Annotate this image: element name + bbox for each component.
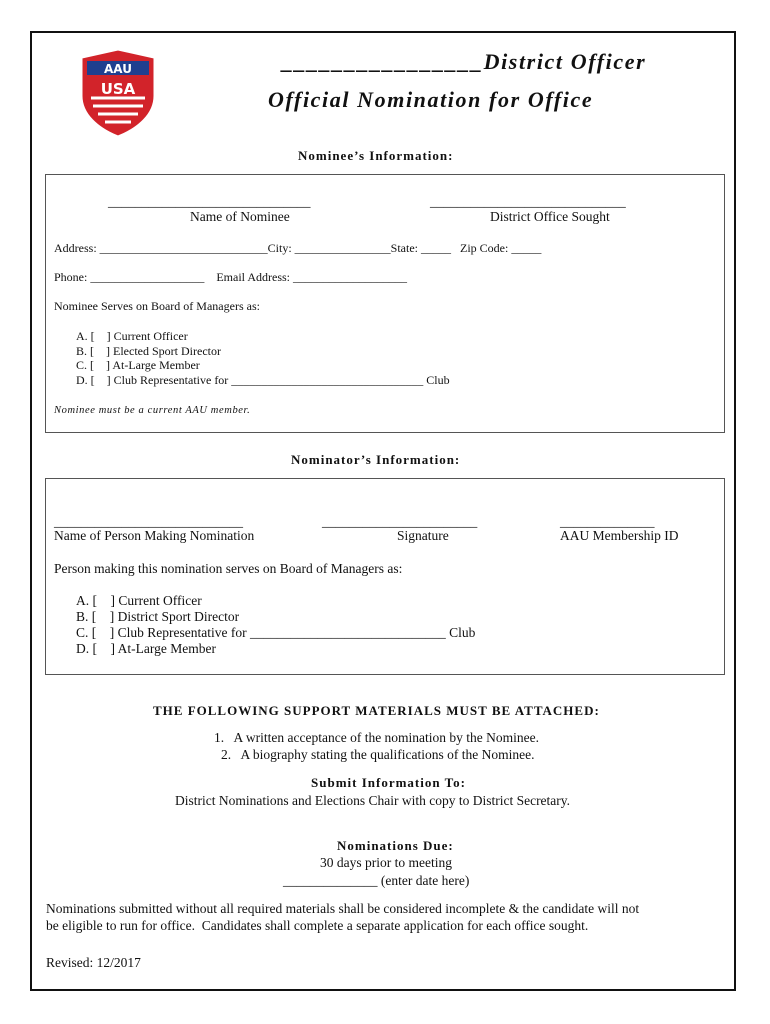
revised-date: Revised: 12/2017 <box>46 955 141 970</box>
option-letter: A. <box>76 329 88 343</box>
option-label: Club Representative for _____________________________ Club <box>117 625 476 640</box>
nominator-option-a[interactable] <box>76 593 202 609</box>
office-sought-label: District Office Sought <box>490 209 610 224</box>
title-official-nomination: Official Nomination for Office <box>268 87 594 112</box>
submit-text: District Nominations and Elections Chair with copy to District Secretary. <box>175 793 571 808</box>
nominee-name-label: Name of Nominee <box>190 209 290 224</box>
nominator-option-d[interactable] <box>76 641 216 657</box>
nominee-option-d[interactable] <box>76 373 450 388</box>
footer-notice-line-2: be eligible to run for office. Candidates shall complete a separate application for each office sought. <box>46 918 589 933</box>
footer-notice-line-1: Nominations submitted without all required materials shall be considered incomplete & the candidate will not <box>46 901 640 916</box>
option-letter: A. <box>76 593 90 608</box>
nominee-board-label: Nominee Serves on Board of Managers as: <box>54 299 260 313</box>
option-letter: D. <box>76 641 90 656</box>
nominee-heading: Nominee’s Information: <box>298 148 454 163</box>
support-item-1: 1. A written acceptance of the nomination by the Nominee. <box>214 730 540 745</box>
nominee-option-c[interactable] <box>76 358 200 373</box>
nominator-heading: Nominator’s Information: <box>291 452 461 467</box>
checkbox[interactable]: [ ] <box>92 641 115 656</box>
signature-label: Signature <box>397 528 449 543</box>
nominator-name-field[interactable]: ____________________________ <box>54 514 243 529</box>
logo-text-top: AAU <box>104 62 132 76</box>
nominator-option-c[interactable] <box>76 625 475 641</box>
option-label: At-Large Member <box>112 358 200 372</box>
checkbox[interactable]: [ ] <box>91 625 115 640</box>
nominee-name-field[interactable]: ______________________________ <box>108 194 311 209</box>
due-line-1: 30 days prior to meeting <box>320 855 452 870</box>
option-label: At-Large Member <box>117 641 216 656</box>
checkbox[interactable]: [ ] <box>90 358 111 372</box>
nominator-option-b[interactable] <box>76 609 239 625</box>
nominee-membership-note: Nominee must be a current AAU member. <box>54 405 251 416</box>
support-item-2: 2. A biography stating the qualifications of the Nominee. <box>221 747 535 762</box>
option-letter: D. <box>76 373 88 387</box>
address-row[interactable]: Address: ____________________________City: ________________State: _____ Zip Code: _____ <box>54 241 542 255</box>
title-district-officer[interactable]: ________________District Officer <box>282 49 647 74</box>
nominator-name-label: Name of Person Making Nomination <box>54 528 255 543</box>
nominee-option-a[interactable] <box>76 329 188 344</box>
checkbox[interactable]: [ ] <box>92 593 115 608</box>
option-label: Elected Sport Director <box>113 344 221 358</box>
checkbox[interactable]: [ ] <box>90 329 111 343</box>
nominee-option-b[interactable] <box>76 344 221 359</box>
option-label: District Sport Director <box>117 609 240 624</box>
aau-usa-logo <box>78 48 158 138</box>
checkbox[interactable]: [ ] <box>91 609 115 624</box>
option-label: Club Representative for ________________________________ Club <box>113 373 450 387</box>
signature-field[interactable]: _______________________ <box>322 514 478 529</box>
option-letter: B. <box>76 344 88 358</box>
office-sought-field[interactable]: _____________________________ <box>430 194 626 209</box>
option-label: Current Officer <box>113 329 188 343</box>
due-date-field[interactable]: ______________ (enter date here) <box>283 873 470 888</box>
due-heading: Nominations Due: <box>337 838 454 853</box>
membership-id-field[interactable]: ______________ <box>560 514 655 529</box>
logo-text-bottom: USA <box>100 80 136 98</box>
membership-id-label: AAU Membership ID <box>560 528 679 543</box>
option-letter: C. <box>76 625 89 640</box>
submit-heading: Submit Information To: <box>311 775 466 790</box>
option-letter: C. <box>76 358 88 372</box>
support-heading: THE FOLLOWING SUPPORT MATERIALS MUST BE ATTACHED: <box>153 703 600 718</box>
nominator-board-label: Person making this nomination serves on Board of Managers as: <box>54 561 403 576</box>
option-letter: B. <box>76 609 89 624</box>
checkbox[interactable]: [ ] <box>90 344 111 358</box>
checkbox[interactable]: [ ] <box>90 373 111 387</box>
option-label: Current Officer <box>118 593 202 608</box>
phone-email-row[interactable]: Phone: ___________________ Email Address: ___________________ <box>54 270 407 284</box>
